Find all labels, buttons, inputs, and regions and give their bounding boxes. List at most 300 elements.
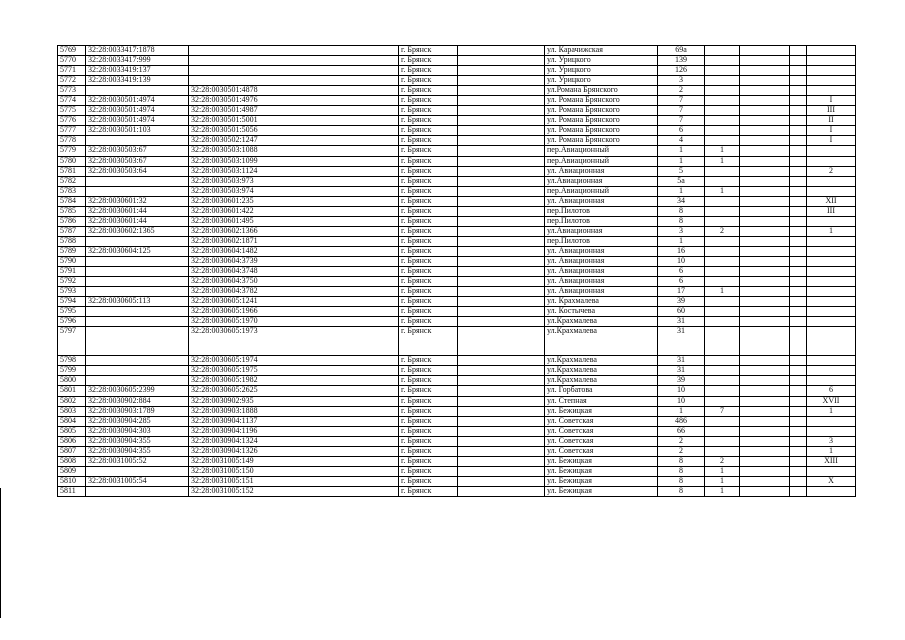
empty-cell <box>458 426 545 436</box>
table-row <box>58 246 856 256</box>
row-number-cell: 5779 <box>58 146 86 156</box>
extra-cell <box>790 106 807 116</box>
city-cell: г. Брянск <box>399 86 458 96</box>
row-number-cell: 5784 <box>58 196 86 206</box>
table-row <box>58 317 856 327</box>
table-row <box>58 297 856 307</box>
cadastral-block-cell <box>86 287 189 297</box>
row-number-cell: 5788 <box>58 236 86 246</box>
cadastral-number-cell: 32:28:0030604:3739 <box>189 256 399 266</box>
house-number-cell: 6 <box>658 126 705 136</box>
extra-cell <box>790 466 807 476</box>
cadastral-number-cell <box>189 66 399 76</box>
extra-cell <box>790 136 807 146</box>
street-cell: ул.Романа Брянского <box>545 86 658 96</box>
table-row <box>58 456 856 466</box>
cadastral-number-cell: 32:28:0031005:149 <box>189 456 399 466</box>
street-cell: ул. Горбатова <box>545 386 658 396</box>
extra-cell <box>790 386 807 396</box>
street-cell: ул. Авиационная <box>545 256 658 266</box>
empty-cell <box>458 446 545 456</box>
extra-cell <box>790 186 807 196</box>
cadastral-number-cell: 32:28:0030602:1871 <box>189 236 399 246</box>
row-number-cell: 5787 <box>58 226 86 236</box>
cadastral-block-cell: 32:28:0030501:4974 <box>86 106 189 116</box>
apartment-cell <box>705 246 740 256</box>
empty-cell <box>458 297 545 307</box>
house-number-cell: 126 <box>658 66 705 76</box>
extra-cell <box>740 156 790 166</box>
empty-cell <box>458 106 545 116</box>
street-cell: ул. Авиационная <box>545 287 658 297</box>
extra-cell <box>740 196 790 206</box>
extra-cell <box>740 317 790 327</box>
table-row <box>58 46 856 56</box>
room-cell <box>807 246 856 256</box>
cadastral-block-cell <box>86 236 189 246</box>
cadastral-block-cell: 32:28:0030602:1365 <box>86 226 189 236</box>
street-cell: пер.Авиационный <box>545 156 658 166</box>
table-row <box>58 156 856 166</box>
apartment-cell <box>705 76 740 86</box>
table-row <box>58 166 856 176</box>
table-row <box>58 287 856 297</box>
apartment-cell <box>705 386 740 396</box>
street-cell: ул.Крахмалева <box>545 376 658 386</box>
row-number-cell: 5805 <box>58 426 86 436</box>
apartment-cell: 1 <box>705 476 740 486</box>
cadastral-block-cell: 32:28:0033419:137 <box>86 66 189 76</box>
cadastral-block-cell: 32:28:0030601:32 <box>86 196 189 206</box>
cadastral-number-cell: 32:28:0030904:1324 <box>189 436 399 446</box>
house-number-cell: 60 <box>658 307 705 317</box>
extra-cell <box>740 126 790 136</box>
room-cell <box>807 317 856 327</box>
table-row <box>58 146 856 156</box>
room-cell: 6 <box>807 386 856 396</box>
table-row <box>58 236 856 246</box>
street-cell: ул. Авиационная <box>545 166 658 176</box>
house-number-cell: 8 <box>658 466 705 476</box>
extra-cell <box>740 96 790 106</box>
empty-cell <box>458 186 545 196</box>
cadastral-number-cell: 32:28:0030605:1966 <box>189 307 399 317</box>
row-number-cell: 5799 <box>58 366 86 376</box>
row-number-cell: 5798 <box>58 356 86 366</box>
house-number-cell: 3 <box>658 226 705 236</box>
table-row <box>58 106 856 116</box>
city-cell: г. Брянск <box>399 76 458 86</box>
row-number-cell: 5808 <box>58 456 86 466</box>
street-cell: ул. Костычева <box>545 307 658 317</box>
cadastral-number-cell: 32:28:0030602:1366 <box>189 226 399 236</box>
cadastral-block-cell: 32:28:0030904:355 <box>86 436 189 446</box>
extra-cell <box>790 366 807 376</box>
cadastral-block-cell: 32:28:0030903:1789 <box>86 406 189 416</box>
street-cell: ул. Советская <box>545 446 658 456</box>
street-cell: ул. Советская <box>545 416 658 426</box>
row-number-cell: 5802 <box>58 396 86 406</box>
room-cell <box>807 426 856 436</box>
table-row <box>58 136 856 146</box>
empty-cell <box>458 416 545 426</box>
house-number-cell: 6 <box>658 267 705 277</box>
house-number-cell: 31 <box>658 317 705 327</box>
room-cell: 1 <box>807 406 856 416</box>
row-number-cell: 5783 <box>58 186 86 196</box>
cadastral-block-cell: 32:28:0030604:125 <box>86 246 189 256</box>
extra-cell <box>790 56 807 66</box>
row-number-cell: 5801 <box>58 386 86 396</box>
empty-cell <box>458 356 545 366</box>
room-cell <box>807 236 856 246</box>
street-cell: ул.Авиационная <box>545 226 658 236</box>
extra-cell <box>740 216 790 226</box>
row-number-cell: 5781 <box>58 166 86 176</box>
extra-cell <box>790 396 807 406</box>
extra-cell <box>790 456 807 466</box>
room-cell: II <box>807 116 856 126</box>
cadastral-number-cell: 32:28:0030605:1982 <box>189 376 399 386</box>
extra-cell <box>790 206 807 216</box>
house-number-cell: 139 <box>658 56 705 66</box>
row-number-cell: 5772 <box>58 76 86 86</box>
table-row <box>58 206 856 216</box>
cadastral-block-cell: 32:28:0030501:103 <box>86 126 189 136</box>
empty-cell <box>458 226 545 236</box>
table-row <box>58 176 856 186</box>
apartment-cell <box>705 396 740 406</box>
extra-cell <box>790 327 807 356</box>
cadastral-block-cell <box>86 267 189 277</box>
extra-cell <box>740 446 790 456</box>
cadastral-block-cell <box>86 256 189 266</box>
row-number-cell: 5773 <box>58 86 86 96</box>
apartment-cell <box>705 216 740 226</box>
cadastral-block-cell <box>86 317 189 327</box>
room-cell: X <box>807 476 856 486</box>
cadastral-number-cell: 32:28:0030605:1974 <box>189 356 399 366</box>
street-cell: ул.Авиационная <box>545 176 658 186</box>
row-number-cell: 5793 <box>58 287 86 297</box>
extra-cell <box>740 267 790 277</box>
street-cell: ул. Бежицкая <box>545 456 658 466</box>
table-row <box>58 277 856 287</box>
room-cell: I <box>807 136 856 146</box>
street-cell: ул. Крахмалева <box>545 297 658 307</box>
extra-cell <box>740 136 790 146</box>
room-cell <box>807 486 856 496</box>
house-number-cell: 17 <box>658 287 705 297</box>
city-cell: г. Брянск <box>399 246 458 256</box>
apartment-cell <box>705 106 740 116</box>
empty-cell <box>458 56 545 66</box>
cadastral-block-cell: 32:28:0031005:52 <box>86 456 189 466</box>
cadastral-number-cell: 32:28:0030903:1888 <box>189 406 399 416</box>
street-cell: пер.Авиационный <box>545 186 658 196</box>
extra-cell <box>790 406 807 416</box>
property-registry-table <box>57 45 856 497</box>
cadastral-number-cell: 32:28:0030501:5056 <box>189 126 399 136</box>
cadastral-number-cell: 32:28:0030904:1326 <box>189 446 399 456</box>
row-number-cell: 5794 <box>58 297 86 307</box>
street-cell: ул. Авиационная <box>545 246 658 256</box>
city-cell: г. Брянск <box>399 96 458 106</box>
city-cell: г. Брянск <box>399 436 458 446</box>
empty-cell <box>458 146 545 156</box>
extra-cell <box>790 317 807 327</box>
street-cell: ул. Романа Брянского <box>545 126 658 136</box>
empty-cell <box>458 156 545 166</box>
house-number-cell: 486 <box>658 416 705 426</box>
apartment-cell <box>705 277 740 287</box>
cadastral-block-cell: 32:28:0030503:64 <box>86 166 189 176</box>
cadastral-number-cell: 32:28:0030601:235 <box>189 196 399 206</box>
cadastral-block-cell: 32:28:0030902:884 <box>86 396 189 406</box>
extra-cell <box>790 246 807 256</box>
house-number-cell: 7 <box>658 96 705 106</box>
extra-cell <box>740 297 790 307</box>
cadastral-block-cell <box>86 176 189 186</box>
apartment-cell <box>705 376 740 386</box>
cadastral-number-cell: 32:28:0030601:495 <box>189 216 399 226</box>
apartment-cell <box>705 446 740 456</box>
table-row <box>58 327 856 356</box>
apartment-cell <box>705 196 740 206</box>
city-cell: г. Брянск <box>399 206 458 216</box>
extra-cell <box>790 436 807 446</box>
street-cell: ул. Романа Брянского <box>545 116 658 126</box>
house-number-cell: 8 <box>658 216 705 226</box>
row-number-cell: 5782 <box>58 176 86 186</box>
city-cell: г. Брянск <box>399 216 458 226</box>
table-row <box>58 476 856 486</box>
document-sheet <box>57 45 856 497</box>
row-number-cell: 5785 <box>58 206 86 216</box>
house-number-cell: 10 <box>658 256 705 266</box>
room-cell: XII <box>807 196 856 206</box>
apartment-cell: 7 <box>705 406 740 416</box>
cadastral-block-cell <box>86 136 189 146</box>
cadastral-block-cell: 32:28:0030904:303 <box>86 426 189 436</box>
extra-cell <box>740 406 790 416</box>
cadastral-block-cell: 32:28:0030503:67 <box>86 146 189 156</box>
table-row <box>58 366 856 376</box>
empty-cell <box>458 396 545 406</box>
extra-cell <box>740 56 790 66</box>
street-cell: ул. Советская <box>545 426 658 436</box>
city-cell: г. Брянск <box>399 256 458 266</box>
apartment-cell <box>705 307 740 317</box>
extra-cell <box>740 236 790 246</box>
extra-cell <box>790 46 807 56</box>
city-cell: г. Брянск <box>399 307 458 317</box>
house-number-cell: 8 <box>658 206 705 216</box>
table-row <box>58 86 856 96</box>
extra-cell <box>790 196 807 206</box>
house-number-cell: 3 <box>658 76 705 86</box>
street-cell: ул.Крахмалева <box>545 327 658 356</box>
cadastral-number-cell <box>189 76 399 86</box>
apartment-cell <box>705 356 740 366</box>
room-cell <box>807 146 856 156</box>
city-cell: г. Брянск <box>399 317 458 327</box>
apartment-cell <box>705 86 740 96</box>
street-cell: ул. Романа Брянского <box>545 136 658 146</box>
row-number-cell: 5809 <box>58 466 86 476</box>
empty-cell <box>458 486 545 496</box>
cadastral-number-cell: 32:28:0031005:151 <box>189 476 399 486</box>
cadastral-block-cell <box>86 366 189 376</box>
extra-cell <box>740 226 790 236</box>
row-number-cell: 5791 <box>58 267 86 277</box>
cadastral-number-cell: 32:28:0030501:4987 <box>189 106 399 116</box>
extra-cell <box>740 356 790 366</box>
cadastral-number-cell: 32:28:0030605:1975 <box>189 366 399 376</box>
apartment-cell <box>705 66 740 76</box>
empty-cell <box>458 277 545 287</box>
room-cell: 2 <box>807 166 856 176</box>
street-cell: пер.Пилотов <box>545 216 658 226</box>
room-cell <box>807 66 856 76</box>
room-cell: 3 <box>807 436 856 446</box>
cadastral-block-cell <box>86 376 189 386</box>
apartment-cell <box>705 366 740 376</box>
row-number-cell: 5780 <box>58 156 86 166</box>
room-cell <box>807 176 856 186</box>
city-cell: г. Брянск <box>399 406 458 416</box>
city-cell: г. Брянск <box>399 126 458 136</box>
extra-cell <box>790 307 807 317</box>
street-cell: ул. Бежицкая <box>545 406 658 416</box>
room-cell <box>807 56 856 66</box>
row-number-cell: 5807 <box>58 446 86 456</box>
apartment-cell <box>705 96 740 106</box>
house-number-cell: 39 <box>658 376 705 386</box>
empty-cell <box>458 476 545 486</box>
cadastral-block-cell <box>86 86 189 96</box>
cadastral-block-cell: 32:28:0030605:2399 <box>86 386 189 396</box>
cadastral-number-cell: 32:28:0030605:1970 <box>189 317 399 327</box>
room-cell <box>807 366 856 376</box>
street-cell: ул. Урицкого <box>545 56 658 66</box>
extra-cell <box>740 416 790 426</box>
street-cell: ул. Карачижская <box>545 46 658 56</box>
city-cell: г. Брянск <box>399 196 458 206</box>
empty-cell <box>458 307 545 317</box>
city-cell: г. Брянск <box>399 356 458 366</box>
extra-cell <box>790 236 807 246</box>
street-cell: ул. Романа Брянского <box>545 106 658 116</box>
room-cell <box>807 216 856 226</box>
house-number-cell: 5 <box>658 166 705 176</box>
extra-cell <box>740 277 790 287</box>
empty-cell <box>458 126 545 136</box>
row-number-cell: 5796 <box>58 317 86 327</box>
row-number-cell: 5778 <box>58 136 86 146</box>
room-cell <box>807 46 856 56</box>
apartment-cell <box>705 46 740 56</box>
room-cell <box>807 267 856 277</box>
city-cell: г. Брянск <box>399 156 458 166</box>
extra-cell <box>790 277 807 287</box>
cadastral-block-cell: 32:28:0033419:139 <box>86 76 189 86</box>
cadastral-block-cell: 32:28:0030904:285 <box>86 416 189 426</box>
empty-cell <box>458 287 545 297</box>
street-cell: ул. Романа Брянского <box>545 96 658 106</box>
apartment-cell: 1 <box>705 486 740 496</box>
room-cell: XVII <box>807 396 856 406</box>
city-cell: г. Брянск <box>399 267 458 277</box>
empty-cell <box>458 46 545 56</box>
cadastral-number-cell: 32:28:0030601:422 <box>189 206 399 216</box>
city-cell: г. Брянск <box>399 466 458 476</box>
extra-cell <box>740 287 790 297</box>
room-cell <box>807 376 856 386</box>
house-number-cell: 8 <box>658 486 705 496</box>
row-number-cell: 5795 <box>58 307 86 317</box>
city-cell: г. Брянск <box>399 277 458 287</box>
extra-cell <box>790 376 807 386</box>
empty-cell <box>458 246 545 256</box>
extra-cell <box>740 186 790 196</box>
empty-cell <box>458 406 545 416</box>
cadastral-number-cell: 32:28:0030605:1241 <box>189 297 399 307</box>
house-number-cell: 31 <box>658 366 705 376</box>
house-number-cell: 1 <box>658 186 705 196</box>
apartment-cell <box>705 56 740 66</box>
table-row <box>58 196 856 206</box>
house-number-cell: 4 <box>658 136 705 146</box>
cadastral-block-cell: 32:28:0030501:4974 <box>86 96 189 106</box>
city-cell: г. Брянск <box>399 446 458 456</box>
empty-cell <box>458 436 545 446</box>
apartment-cell <box>705 436 740 446</box>
row-number-cell: 5803 <box>58 406 86 416</box>
apartment-cell <box>705 426 740 436</box>
city-cell: г. Брянск <box>399 176 458 186</box>
extra-cell <box>790 126 807 136</box>
extra-cell <box>790 446 807 456</box>
city-cell: г. Брянск <box>399 486 458 496</box>
extra-cell <box>740 46 790 56</box>
street-cell: ул.Крахмалева <box>545 317 658 327</box>
extra-cell <box>740 327 790 356</box>
city-cell: г. Брянск <box>399 476 458 486</box>
extra-cell <box>790 297 807 307</box>
cadastral-block-cell <box>86 466 189 476</box>
street-cell: ул. Урицкого <box>545 66 658 76</box>
extra-cell <box>790 426 807 436</box>
city-cell: г. Брянск <box>399 116 458 126</box>
city-cell: г. Брянск <box>399 327 458 356</box>
apartment-cell <box>705 256 740 266</box>
apartment-cell <box>705 297 740 307</box>
extra-cell <box>790 287 807 297</box>
apartment-cell: 1 <box>705 156 740 166</box>
cadastral-number-cell: 32:28:0030902:935 <box>189 396 399 406</box>
city-cell: г. Брянск <box>399 186 458 196</box>
row-number-cell: 5770 <box>58 56 86 66</box>
extra-cell <box>740 376 790 386</box>
table-row <box>58 486 856 496</box>
cadastral-block-cell: 32:28:0030601:44 <box>86 206 189 216</box>
room-cell <box>807 466 856 476</box>
city-cell: г. Брянск <box>399 226 458 236</box>
street-cell: ул. Степная <box>545 396 658 406</box>
extra-cell <box>740 456 790 466</box>
empty-cell <box>458 136 545 146</box>
